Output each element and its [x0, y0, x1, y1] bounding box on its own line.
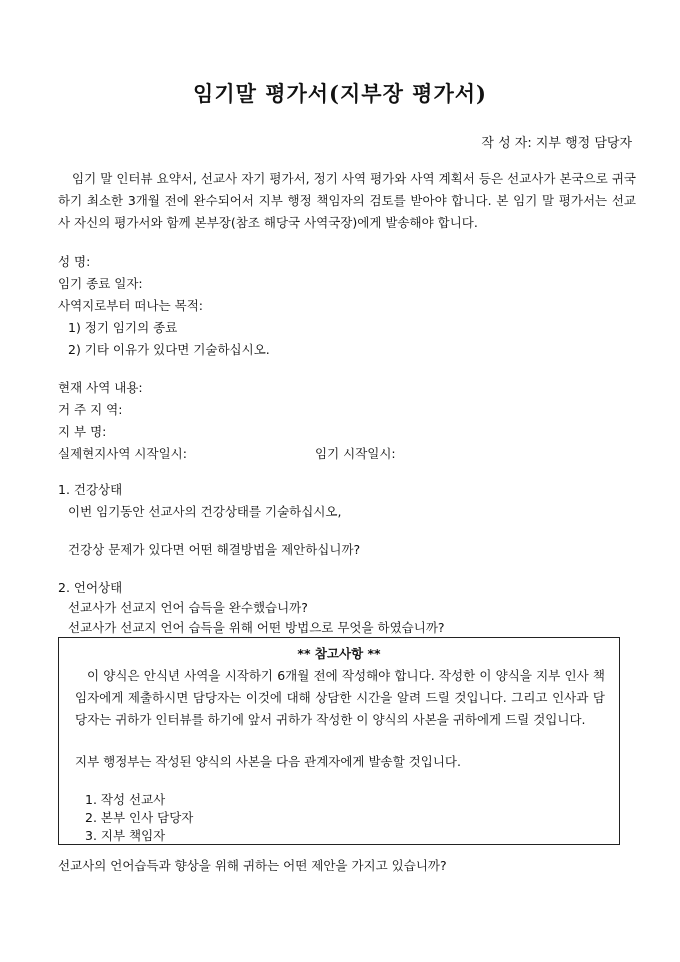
field-field-start: 실제현지사역 시작일시: [58, 446, 187, 461]
purpose-option-1: 1) 정기 임기의 종료 [68, 320, 178, 335]
recipient-item: 3. 지부 책임자 [85, 828, 166, 843]
field-branch: 지 부 명: [58, 424, 107, 439]
note-body: 이 양식은 안식년 사역을 시작하기 6개월 전에 작성해야 합니다. 작성한 이 양식을 지부 인사 책임자에게 제출하시면 담당자는 이것에 대해 상담한 시간을 알려 드릴 것입니다. 그리고 인사과 담당자는 귀하가 인터뷰를 하기에 앞서 귀하가 작성한 이 양식의 사본을 귀하에게 드릴 것입니다. [75, 668, 605, 727]
section-health-heading: 1. 건강상태 [58, 482, 123, 497]
author-line: 작 성 자: 지부 행정 담당자 [481, 136, 632, 151]
language-question-1: 선교사가 선교지 언어 습득을 완수했습니까? [68, 600, 308, 615]
section-language-heading: 2. 언어상태 [58, 580, 123, 595]
note-title: ** 참고사항 ** [297, 646, 381, 661]
field-term-end: 임기 종료 일자: [58, 276, 143, 291]
purpose-option-2: 2) 기타 이유가 있다면 기술하십시오. [68, 342, 270, 357]
field-purpose: 사역지로부터 떠나는 목적: [58, 298, 203, 313]
field-ministry: 현재 사역 내용: [58, 380, 143, 395]
language-question-2: 선교사가 선교지 언어 습득을 위해 어떤 방법으로 무엇을 하였습니까? [68, 620, 445, 635]
note-distribution: 지부 행정부는 작성된 양식의 사본을 다음 관계자에게 발송할 것입니다. [75, 754, 461, 769]
recipient-item: 1. 작성 선교사 [85, 792, 166, 807]
health-question-2: 건강상 문제가 있다면 어떤 해결방법을 제안하십니까? [68, 542, 361, 557]
document-title: 임기말 평가서(지부장 평가서) [193, 81, 487, 106]
health-question-1: 이번 임기동안 선교사의 건강상태를 기술하십시오, [68, 504, 342, 519]
field-term-start: 임기 시작일시: [315, 446, 396, 461]
intro-paragraph: 임기 말 인터뷰 요약서, 선교사 자기 평가서, 정기 사역 평가와 사역 계획서 등은 선교사가 본국으로 귀국하기 최소한 3개월 전에 완수되어서 지부 행정 책임자의 검토를 받아야 합니다. 본 임기 말 평가서는 선교사 자신의 평가서와 함께 본부장(참조 해당국 사역국장)에게 발송해야 합니다. [58, 171, 636, 230]
final-question: 선교사의 언어습득과 향상을 위해 귀하는 어떤 제안을 가지고 있습니까? [58, 858, 447, 873]
field-name: 성 명: [58, 254, 91, 269]
recipient-item: 2. 본부 인사 담당자 [85, 810, 194, 825]
note-box [58, 637, 620, 845]
field-residence: 거 주 지 역: [58, 402, 123, 417]
